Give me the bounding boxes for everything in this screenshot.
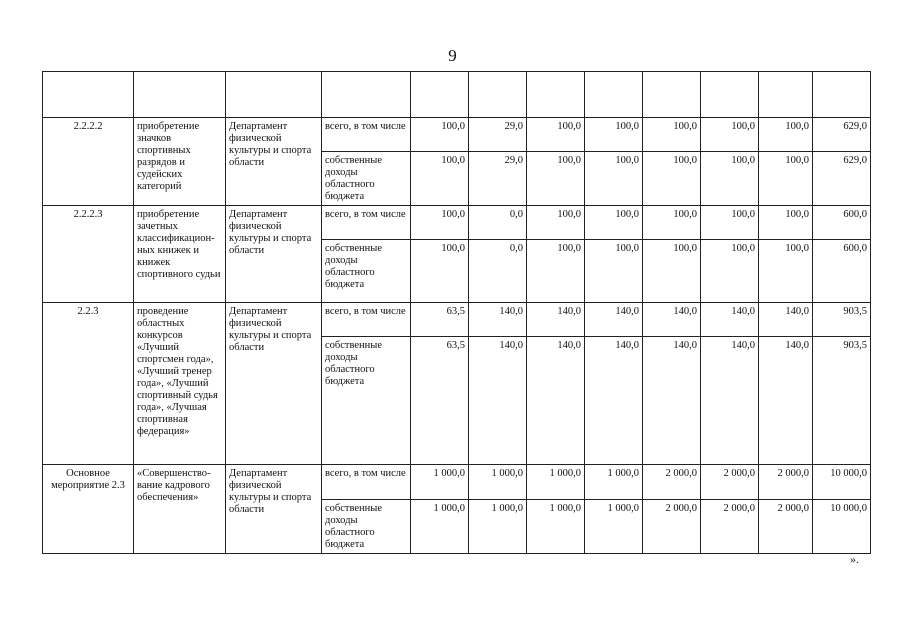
- header-cell: [701, 72, 759, 118]
- total-value-cell: 10 000,0: [813, 465, 871, 500]
- value-cell: 2 000,0: [701, 500, 759, 554]
- value-cell: 140,0: [469, 303, 527, 337]
- value-cell: 1 000,0: [585, 500, 643, 554]
- table-row: [43, 206, 871, 240]
- value-cell: 100,0: [585, 206, 643, 240]
- executor-cell: Департамент физической культуры и спорта области: [226, 118, 322, 206]
- value-cell: 0,0: [469, 206, 527, 240]
- value-cell: 1 000,0: [469, 500, 527, 554]
- value-cell: 1 000,0: [411, 465, 469, 500]
- value-cell: 1 000,0: [469, 465, 527, 500]
- value-cell: 140,0: [643, 303, 701, 337]
- activity-code-cell: 2.2.2.3: [43, 206, 134, 303]
- total-value-cell: 629,0: [813, 152, 871, 206]
- value-cell: 100,0: [701, 152, 759, 206]
- funding-source-cell: собственные доходы областного бюджета: [322, 500, 411, 554]
- executor-cell: Департамент физической культуры и спорта области: [226, 303, 322, 465]
- value-cell: 100,0: [411, 152, 469, 206]
- activity-code-cell: 2.2.3: [43, 303, 134, 465]
- funding-source-cell: всего, в том числе: [322, 118, 411, 152]
- value-cell: 2 000,0: [701, 465, 759, 500]
- value-cell: 140,0: [643, 337, 701, 465]
- activity-name-cell: приобретение зачетных классификацион-ных книжек и книжек спортивного судьи: [134, 206, 226, 303]
- value-cell: 100,0: [759, 152, 813, 206]
- value-cell: 100,0: [527, 240, 585, 303]
- executor-cell: Департамент физической культуры и спорта области: [226, 465, 322, 554]
- value-cell: 100,0: [585, 152, 643, 206]
- value-cell: 100,0: [701, 240, 759, 303]
- value-cell: 100,0: [643, 152, 701, 206]
- value-cell: 140,0: [759, 337, 813, 465]
- executor-cell: Департамент физической культуры и спорта области: [226, 206, 322, 303]
- value-cell: 140,0: [469, 337, 527, 465]
- funding-source-cell: собственные доходы областного бюджета: [322, 240, 411, 303]
- value-cell: 1 000,0: [527, 500, 585, 554]
- header-cell: [527, 72, 585, 118]
- value-cell: 1 000,0: [411, 500, 469, 554]
- value-cell: 140,0: [759, 303, 813, 337]
- page-number: 9: [448, 46, 457, 65]
- total-value-cell: 600,0: [813, 240, 871, 303]
- table-row: [43, 118, 871, 152]
- value-cell: 140,0: [701, 337, 759, 465]
- value-cell: 100,0: [701, 206, 759, 240]
- header-cell: [585, 72, 643, 118]
- activity-name-cell: проведение областных конкурсов «Лучший спортсмен года», «Лучший тренер года», «Лучший спортивный судья года», «Лучшая спортивная федерация»: [134, 303, 226, 465]
- value-cell: 140,0: [527, 303, 585, 337]
- value-cell: 100,0: [759, 206, 813, 240]
- value-cell: 100,0: [411, 240, 469, 303]
- value-cell: 100,0: [585, 118, 643, 152]
- header-cell: [43, 72, 134, 118]
- total-value-cell: 903,5: [813, 337, 871, 465]
- value-cell: 100,0: [527, 206, 585, 240]
- activity-name-cell: приобретение значков спортивных разрядов и судейских категорий: [134, 118, 226, 206]
- header-cell: [813, 72, 871, 118]
- total-value-cell: 600,0: [813, 206, 871, 240]
- value-cell: 100,0: [585, 240, 643, 303]
- header-cell: [643, 72, 701, 118]
- header-cell: [411, 72, 469, 118]
- value-cell: 63,5: [411, 337, 469, 465]
- value-cell: 100,0: [527, 152, 585, 206]
- activity-code-cell: Основное мероприятие 2.3: [43, 465, 134, 554]
- value-cell: 2 000,0: [759, 500, 813, 554]
- value-cell: 63,5: [411, 303, 469, 337]
- value-cell: 1 000,0: [527, 465, 585, 500]
- value-cell: 100,0: [411, 206, 469, 240]
- header-cell: [226, 72, 322, 118]
- value-cell: 140,0: [701, 303, 759, 337]
- value-cell: 100,0: [759, 240, 813, 303]
- funding-source-cell: собственные доходы областного бюджета: [322, 337, 411, 465]
- header-cell: [322, 72, 411, 118]
- header-cell: [134, 72, 226, 118]
- value-cell: 100,0: [643, 206, 701, 240]
- value-cell: 29,0: [469, 118, 527, 152]
- value-cell: 140,0: [585, 303, 643, 337]
- value-cell: 100,0: [527, 118, 585, 152]
- table-header-row: [43, 72, 871, 118]
- funding-source-cell: всего, в том числе: [322, 465, 411, 500]
- value-cell: 2 000,0: [643, 500, 701, 554]
- value-cell: 0,0: [469, 240, 527, 303]
- closing-mark: ».: [850, 552, 859, 566]
- value-cell: 1 000,0: [585, 465, 643, 500]
- total-value-cell: 903,5: [813, 303, 871, 337]
- header-cell: [759, 72, 813, 118]
- funding-source-cell: всего, в том числе: [322, 303, 411, 337]
- table-row: [43, 465, 871, 500]
- value-cell: 100,0: [701, 118, 759, 152]
- value-cell: 100,0: [759, 118, 813, 152]
- total-value-cell: 629,0: [813, 118, 871, 152]
- total-value-cell: 10 000,0: [813, 500, 871, 554]
- value-cell: 140,0: [527, 337, 585, 465]
- funding-source-cell: собственные доходы областного бюджета: [322, 152, 411, 206]
- value-cell: 100,0: [411, 118, 469, 152]
- value-cell: 100,0: [643, 240, 701, 303]
- value-cell: 2 000,0: [759, 465, 813, 500]
- funding-source-cell: всего, в том числе: [322, 206, 411, 240]
- value-cell: 140,0: [585, 337, 643, 465]
- header-cell: [469, 72, 527, 118]
- activity-name-cell: «Совершенство-вание кадрового обеспечения»: [134, 465, 226, 554]
- activity-code-cell: 2.2.2.2: [43, 118, 134, 206]
- value-cell: 2 000,0: [643, 465, 701, 500]
- budget-table: [42, 71, 871, 554]
- table-row: [43, 303, 871, 337]
- value-cell: 100,0: [643, 118, 701, 152]
- value-cell: 29,0: [469, 152, 527, 206]
